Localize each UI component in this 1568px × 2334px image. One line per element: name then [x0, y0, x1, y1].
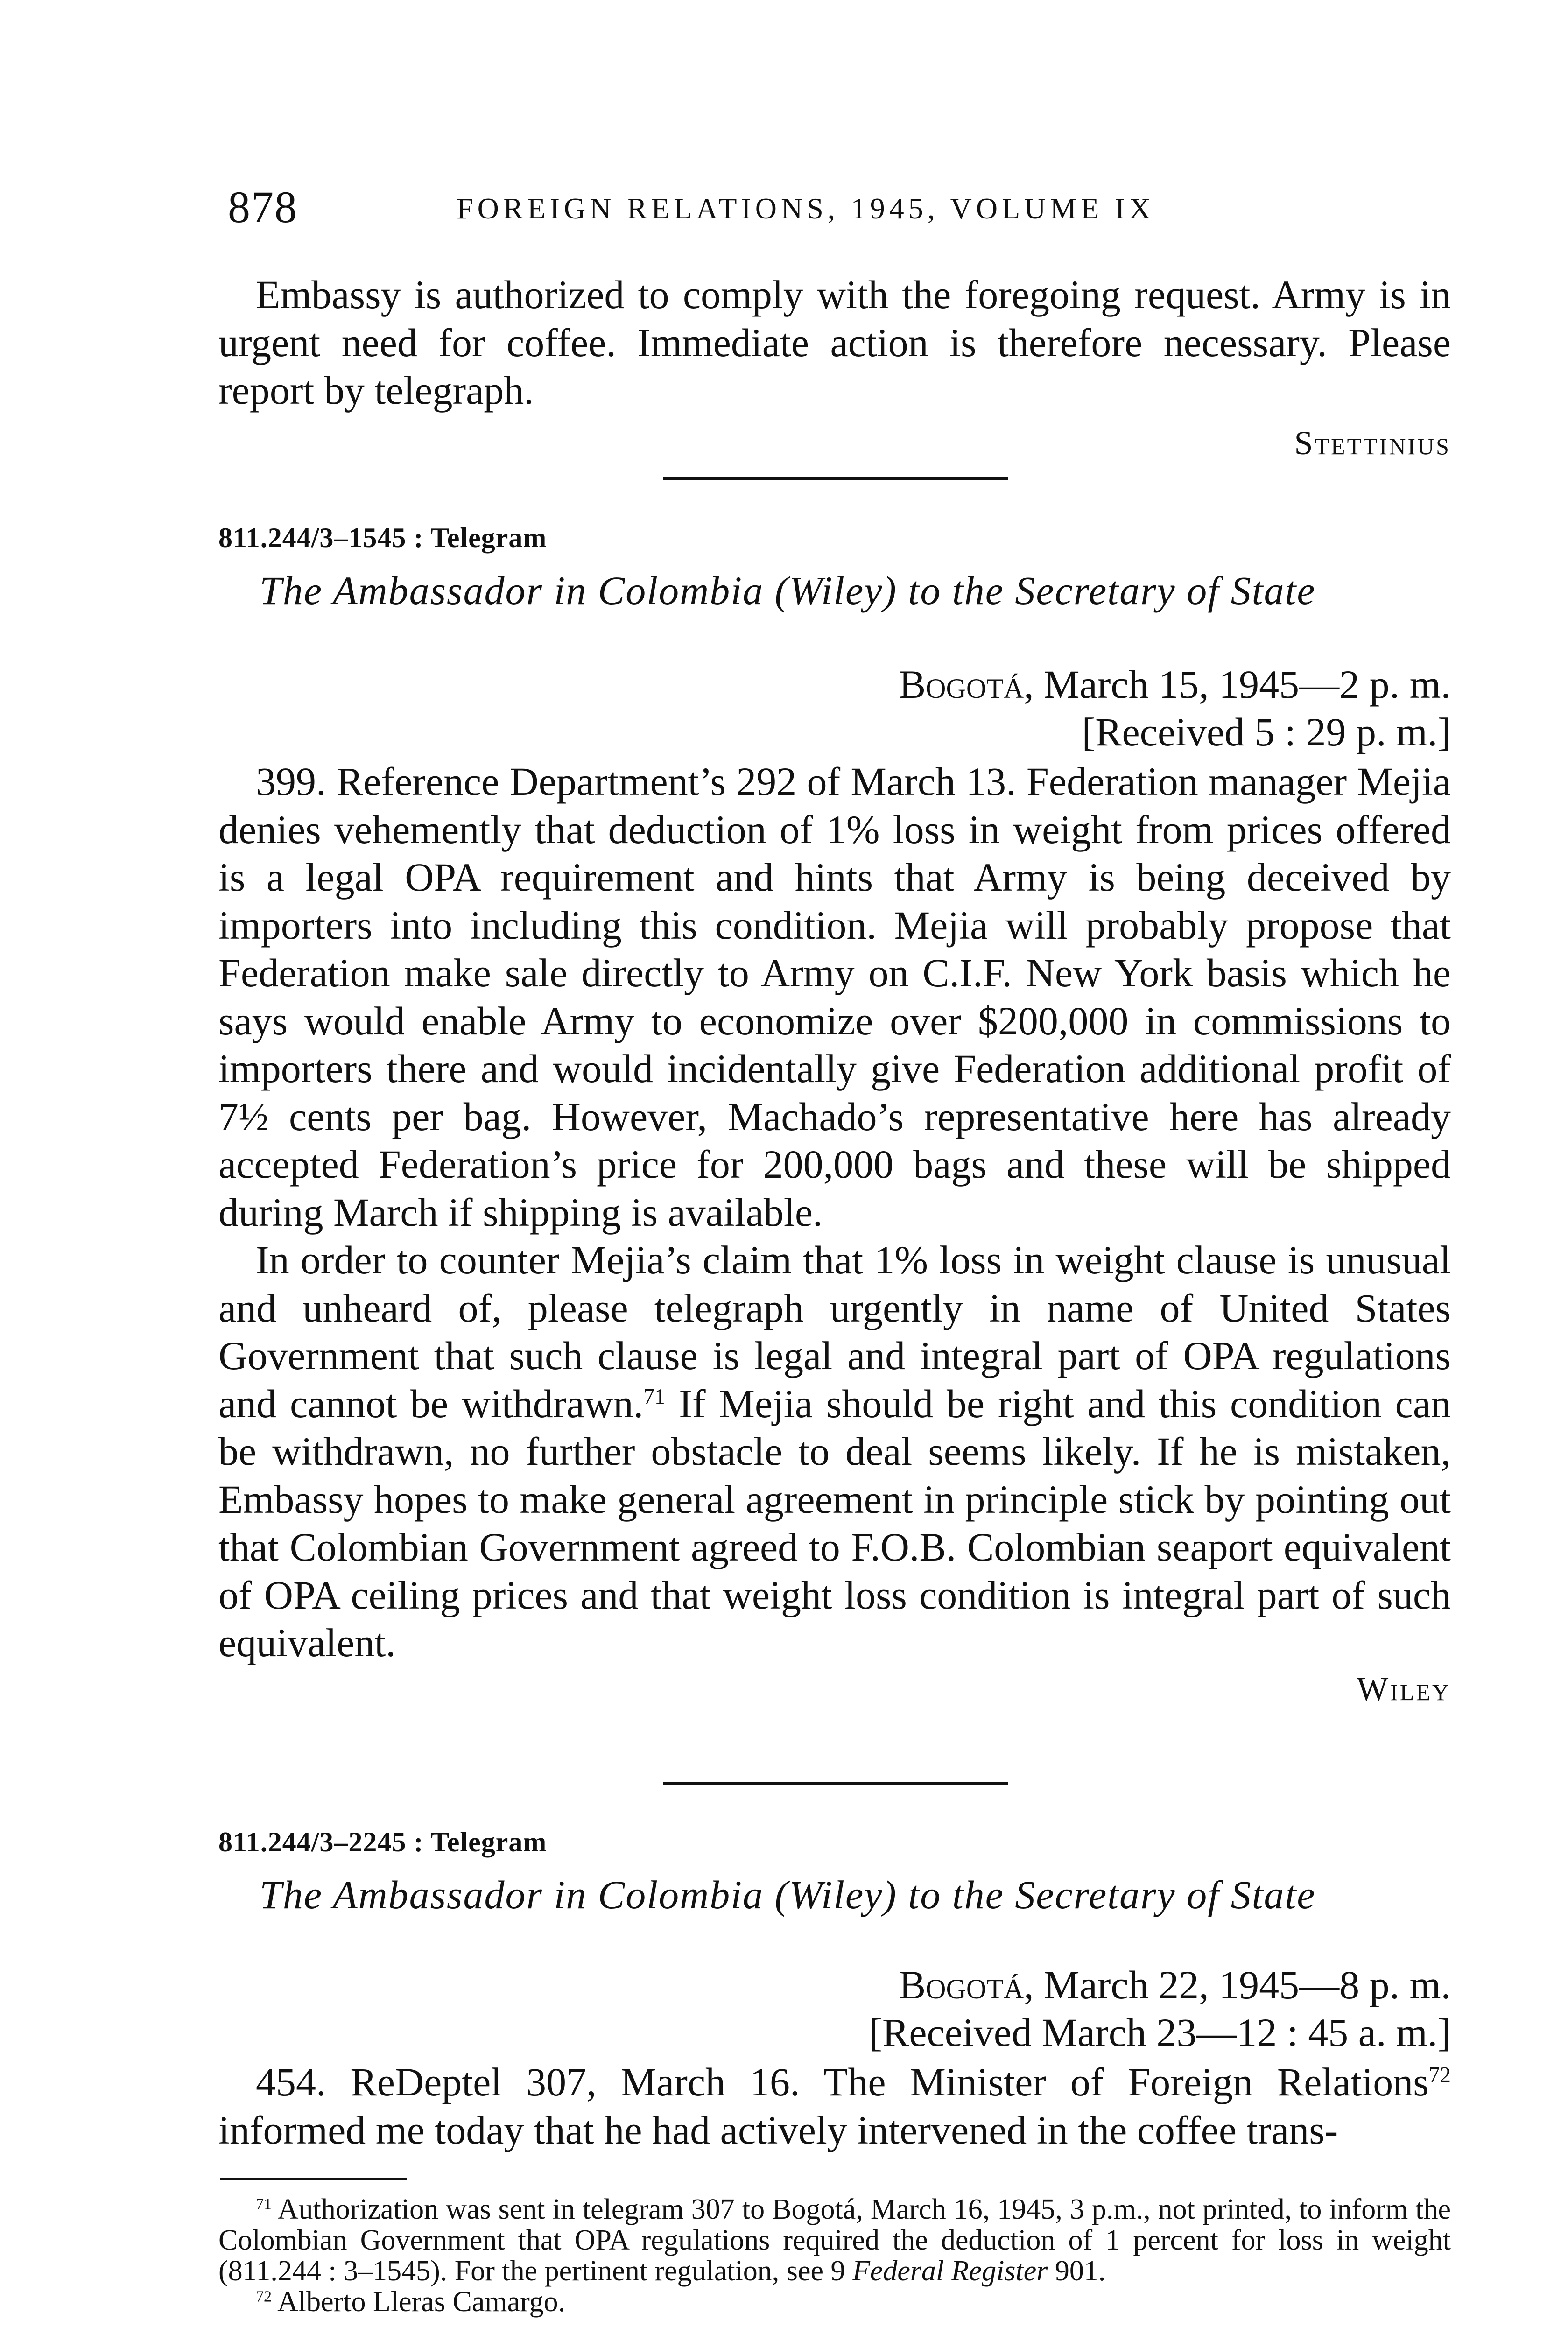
paragraph-text: If Mejia should be right and this condition can be withdrawn, no further obstacle to deal seems likely. If he is mistaken, Embassy hopes to make general agreement in principle stick by pointing out that Colombian Government agreed to F.O.B. Colombian seaport equivalent of OPA ceiling prices and that weight loss condition is integral part of such equivalent. — [218, 1381, 1451, 1665]
dateline-date: , March 15, 1945—2 p. m. — [1024, 662, 1451, 707]
page-header — [228, 181, 1451, 237]
footnote-mark: 72 — [256, 2288, 272, 2306]
running-title: FOREIGN RELATIONS, 1945, VOLUME IX — [457, 192, 1155, 225]
document-title: The Ambassador in Colombia (Wiley) to the Secretary of State — [260, 568, 1316, 613]
file-reference: 811.244/3–1545 : Telegram — [218, 522, 547, 553]
paragraph-text: In order to counter Mejia’s claim that 1% loss in weight clause is unusual and unheard of, please telegraph urgently in name of United States Government that such clause is legal and integral part of OPA regulations and cannot be withdrawn. — [218, 1237, 1451, 1426]
footnote-text: 901. — [1048, 2255, 1106, 2287]
paragraph-text: 454. ReDeptel 307, March 16. The Minister of Foreign Relations — [256, 2060, 1429, 2104]
signature-wiley: Wiley — [1357, 1670, 1451, 1708]
dateline — [218, 661, 1451, 708]
paragraph: 399. Reference Department’s 292 of March 13. Federation manager Mejia denies vehemently that deduction of 1% loss in weight from prices offered is a legal OPA requirement and hints that Army is being deceived by importers into including this condition. Mejia will probably propose that Federation make sale directly to Army on C.I.F. New York basis which he says would enable Army to economize over $200,000 in commissions to importers there and would incidentally give Federation additional profit of 7½ cents per bag. However, Machado’s representative here has already accepted Federation’s price for 200,000 bags and these will be shipped during March if shipping is available. — [218, 759, 1451, 1235]
page-number: 878 — [228, 182, 298, 232]
paragraph-text: informed me today that he had actively intervened in the coffee trans- — [218, 2107, 1338, 2152]
footnote-ref-72[interactable]: 72 — [1428, 2063, 1451, 2088]
file-reference: 811.244/3–2245 : Telegram — [218, 1827, 547, 1857]
document-2 — [218, 1826, 1451, 2154]
footnote-divider — [220, 2178, 407, 2180]
footnote-71 — [218, 2194, 1451, 2286]
intro-paragraph: Embassy is authorized to comply with the foregoing request. Army is in urgent need for coffee. Immediate action is therefore necessary. Please report by telegraph. — [218, 272, 1451, 413]
footnote-text: Alberto Lleras Camargo. — [272, 2286, 566, 2318]
footnote-mark: 71 — [256, 2195, 272, 2213]
received-note: [Received March 23—12 : 45 a. m.] — [869, 2010, 1451, 2055]
section-divider — [663, 477, 1008, 480]
section-divider — [663, 1782, 1008, 1785]
document-title: The Ambassador in Colombia (Wiley) to the Secretary of State — [260, 1872, 1316, 1917]
footnote-text: Authorization was sent in telegram 307 to Bogotá, March 16, 1945, 3 p.m., not printed, to inform the Colombian Government that OPA regulations required the deduction of 1 percent for loss in weight (811.244 : 3–1545). For the pertinent regulation, see 9 — [218, 2193, 1451, 2287]
dateline-date: , March 22, 1945—8 p. m. — [1024, 1962, 1451, 2007]
dateline — [218, 1961, 1451, 2009]
dateline-place: Bogotá — [899, 1962, 1024, 2007]
signature-stettinius: Stettinius — [1294, 424, 1451, 462]
document-1 — [218, 522, 1451, 1708]
footnote-ref-71[interactable]: 71 — [643, 1385, 666, 1409]
paragraph — [218, 1236, 1451, 1667]
footnote-72 — [218, 2286, 1451, 2317]
dateline-place: Bogotá — [899, 662, 1024, 707]
footnotes — [218, 2194, 1451, 2317]
received-note: [Received 5 : 29 p. m.] — [1082, 710, 1451, 754]
intro-section — [218, 271, 1451, 463]
footnote-italic: Federal Register — [852, 2255, 1048, 2287]
paragraph — [218, 2058, 1451, 2154]
